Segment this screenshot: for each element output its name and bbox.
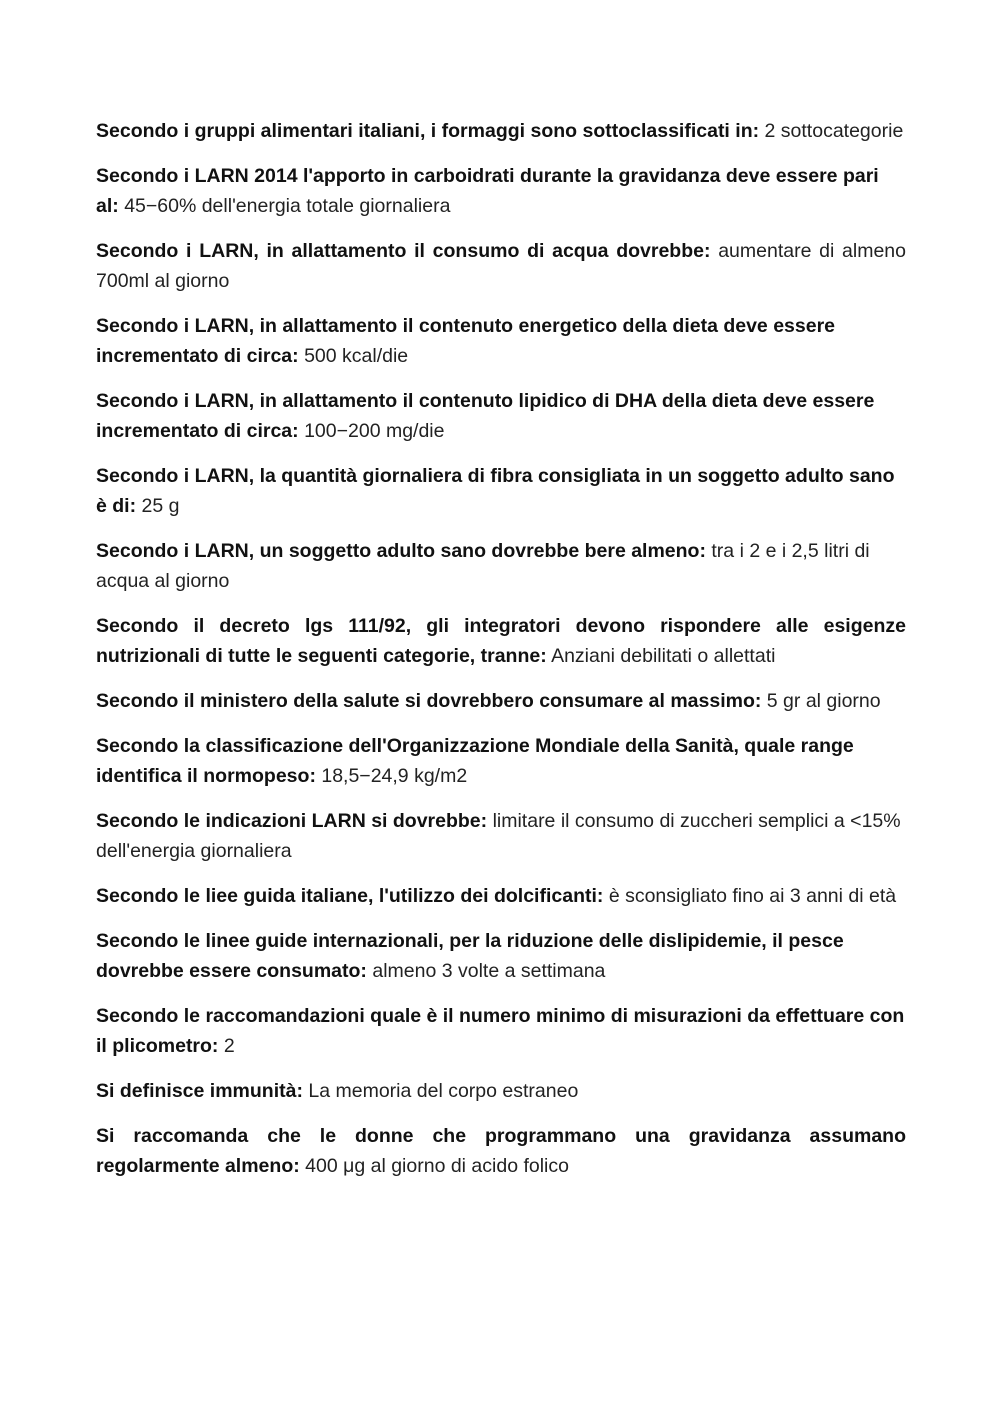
answer-text: 5 gr al giorno	[766, 690, 881, 712]
qa-item	[96, 1076, 906, 1106]
question-text: Secondo i LARN 2014 l'apporto in carboidrati durante la gravidanza deve essere pari al:	[96, 165, 879, 217]
qa-item	[96, 116, 906, 146]
qa-item	[96, 881, 906, 911]
answer-text: 18,5−24,9 kg/m2	[321, 765, 468, 787]
question-text: Secondo le indicazioni LARN si dovrebbe:	[96, 810, 488, 832]
question-answer-list	[96, 116, 906, 1196]
qa-item	[96, 161, 906, 221]
question-text: Secondo i LARN, un soggetto adulto sano dovrebbe bere almeno:	[96, 540, 706, 562]
answer-text: tra i 2 e i 2,5 litri di acqua al giorno	[96, 540, 870, 592]
answer-text: è sconsigliato fino ai 3 anni di età	[608, 885, 897, 907]
question-text: Si raccomanda che le donne che programmano una gravidanza assumano regolarmente almeno:	[96, 1125, 906, 1177]
answer-text: 100−200 mg/die	[304, 420, 445, 442]
qa-item	[96, 386, 906, 446]
answer-text: limitare il consumo di zuccheri semplici a <15% dell'energia giornaliera	[96, 810, 901, 862]
qa-item	[96, 731, 906, 791]
question-text: Secondo il decreto lgs 111/92, gli integratori devono rispondere alle esigenze nutrizionali di tutte le seguenti categorie, tranne:	[96, 615, 906, 667]
question-text: Secondo la classificazione dell'Organizzazione Mondiale della Sanità, quale range identifica il normopeso:	[96, 735, 854, 787]
question-text: Secondo i gruppi alimentari italiani, i formaggi sono sottoclassificati in:	[96, 120, 760, 142]
qa-item	[96, 806, 906, 866]
qa-item	[96, 461, 906, 521]
qa-item	[96, 536, 906, 596]
question-text: Secondo le linee guide internazionali, per la riduzione delle dislipidemie, il pesce dovrebbe essere consumato:	[96, 930, 844, 982]
answer-text: Anziani debilitati o allettati	[551, 645, 776, 667]
answer-text: almeno 3 volte a settimana	[372, 960, 606, 982]
question-text: Secondo le raccomandazioni quale è il numero minimo di misurazioni da effettuare con il plicometro:	[96, 1005, 905, 1057]
qa-item	[96, 926, 906, 986]
answer-text: La memoria del corpo estraneo	[308, 1080, 579, 1102]
answer-text: 2	[223, 1035, 235, 1057]
question-text: Secondo il ministero della salute si dovrebbero consumare al massimo:	[96, 690, 762, 712]
answer-text: 45−60% dell'energia totale giornaliera	[124, 195, 451, 217]
question-text: Secondo i LARN, in allattamento il consumo di acqua dovrebbe:	[96, 240, 711, 262]
qa-item	[96, 1121, 906, 1181]
qa-item	[96, 236, 906, 296]
question-text: Secondo i LARN, in allattamento il contenuto energetico della dieta deve essere incrementato di circa:	[96, 315, 836, 367]
answer-text: aumentare di almeno 700ml al giorno	[96, 240, 907, 292]
qa-item	[96, 311, 906, 371]
question-text: Secondo i LARN, in allattamento il contenuto lipidico di DHA della dieta deve essere incrementato di circa:	[96, 390, 875, 442]
qa-item	[96, 686, 906, 716]
question-text: Si definisce immunità:	[96, 1080, 303, 1102]
answer-text: 2 sottocategorie	[764, 120, 904, 142]
answer-text: 25 g	[141, 495, 180, 517]
qa-item	[96, 611, 906, 671]
qa-item	[96, 1001, 906, 1061]
answer-text: 400 μg al giorno di acido folico	[305, 1155, 569, 1177]
question-text: Secondo le liee guida italiane, l'utilizzo dei dolcificanti:	[96, 885, 604, 907]
answer-text: 500 kcal/die	[304, 345, 409, 367]
question-text: Secondo i LARN, la quantità giornaliera di fibra consigliata in un soggetto adulto sano è di:	[96, 465, 895, 517]
